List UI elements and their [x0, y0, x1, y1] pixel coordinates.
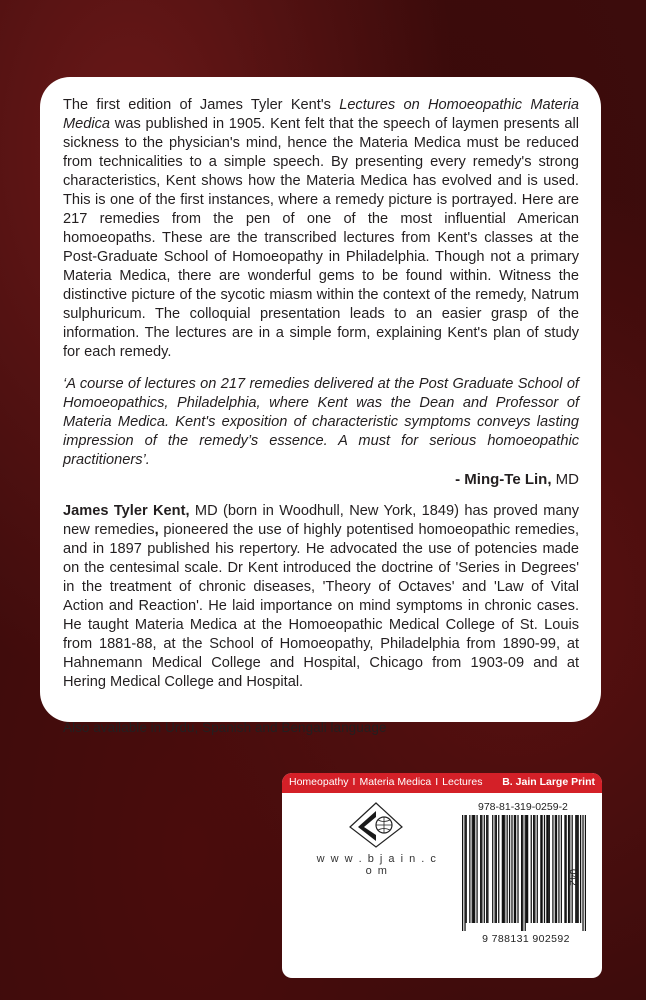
bio-text-b: pioneered the use of highly potentised homoeopathic remedies, and in 1897 published his repertory. He advocated the use of potencies made on the centesimal scale. Dr Kent introduced the doctrine of 'Series in Degrees' in the treatment of chronic diseases, 'Theory of Octaves' and 'Law of Vital Action and Reaction'. He laid importance on mind symptoms in chronic cases. He taught Materia Medica at the Homoeopathic Medical College of St. Louis from 1881-88, at the School of Homoeopathy, Philadelphia from 1890-99, at Hahnemann Medical College and Hospital, Chicago from 1903-09 and at Hering Medical College and Hospital.	[63, 522, 579, 690]
barcode-bar	[514, 815, 515, 923]
barcode-bar	[552, 815, 553, 923]
quote-credential: MD	[551, 471, 579, 488]
barcode-bar	[498, 815, 499, 923]
barcode-bar	[464, 815, 465, 931]
barcode-bar	[511, 815, 512, 923]
barcode-bar	[582, 815, 583, 931]
book-title-italic: Lectures on Homoeopathic Materia Medica	[63, 97, 579, 132]
category-materia-medica: Materia Medica	[359, 776, 432, 788]
barcode-bar	[525, 815, 526, 931]
barcode-bar	[527, 815, 528, 923]
barcode-bar	[480, 815, 481, 923]
barcode-bar	[555, 815, 556, 923]
barcode-bar	[487, 815, 488, 923]
barcode-bar	[469, 815, 470, 923]
barcode-bar	[561, 815, 562, 923]
bio-comma: ,	[154, 522, 159, 538]
barcode-bar	[484, 815, 485, 923]
barcode-bar	[492, 815, 493, 923]
barcode-bar	[474, 815, 475, 923]
barcode-bar	[564, 815, 565, 923]
category-list	[289, 776, 482, 788]
barcode-bar	[531, 815, 532, 923]
category-separator: I	[435, 776, 439, 788]
barcode-bar	[522, 815, 523, 931]
barcode-bar	[540, 815, 541, 923]
barcode-digits: 9 788131 902592	[482, 933, 570, 945]
barcode-bar	[486, 815, 487, 923]
description-body: was published in 1905. Kent felt that the speech of laymen presents all sickness to the physician's mind, hence the Materia Medica must be reduced from technicalities to a simple speech. By presenting every remedy's strong characteristics, Kent shows how the Materia Medica has evolved and is used. This is one of the first instances, where a remedy picture is portrayed. Here are 217 remedies from the pen of one of the most influential American homoeopaths. These are the transcribed lectures from Kent's classes at the Post-Graduate School of Homoeopathy in Philadelphia. Though not a primary Materia Medica, there are wonderful gems to be found within. Witness the distinctive picture of the sycotic miasm within the context of the remedy, Natrum sulphuricum. The colloquial presentation leads to an easier grasp of the information. The lectures are in a simple form, explaining Kent's plan of study for each remedy.	[63, 116, 579, 360]
barcode-bar	[547, 815, 548, 923]
barcode-bar	[556, 815, 557, 923]
quote-author: - Ming-Te Lin,	[455, 471, 552, 488]
barcode-bar	[558, 815, 559, 923]
barcode-bar	[580, 815, 581, 923]
barcode-bar	[534, 815, 535, 923]
description-paragraph	[63, 96, 579, 362]
barcode-bar	[585, 815, 586, 931]
barcode-bar	[537, 815, 538, 923]
barcode-bar	[533, 815, 534, 923]
barcode-bar	[466, 815, 467, 923]
barcode-bar	[517, 815, 518, 923]
category-separator: I	[352, 776, 356, 788]
barcode-bar	[544, 815, 545, 923]
category-strip	[282, 773, 602, 793]
price-code: 042	[567, 869, 578, 886]
barcode-bar	[504, 815, 505, 923]
description-intro: The first edition of James Tyler Kent's	[63, 97, 340, 113]
publisher-barcode-card	[282, 773, 602, 978]
barcode-bar	[526, 815, 527, 923]
barcode-bar	[515, 815, 516, 923]
barcode-bar	[473, 815, 474, 923]
bjain-logo-icon	[344, 801, 408, 849]
barcode-bar	[496, 815, 497, 923]
barcode-bar	[549, 815, 550, 923]
barcode-bar	[507, 815, 508, 923]
bio-text-a: MD (born in Woodhull, New York, 1849) has proved many new remedies	[63, 503, 579, 538]
author-bio	[63, 502, 579, 692]
barcode-bar	[503, 815, 504, 923]
large-print-label: B. Jain Large Print	[502, 776, 595, 788]
publisher-logo-block	[312, 801, 442, 941]
barcode-bar	[546, 815, 547, 923]
barcode-bar	[502, 815, 503, 923]
quote-attribution	[63, 470, 579, 489]
review-quote: ‘A course of lectures on 217 remedies delivered at the Post Graduate School of Homoeopathics, Philadelphia, where Kent was the Dean and Professor of Materia Medica. Kent's exposition of characteristic symptoms conveys lasting impression of the remedy’s essence. A must for serious homoeopathic practitioners’.	[63, 376, 579, 468]
barcode-bar	[541, 815, 542, 923]
barcode-bar	[521, 815, 522, 931]
author-name: James Tyler Kent,	[63, 503, 190, 519]
barcode-bar	[509, 815, 510, 923]
isbn-number: 978-81-319-0259-2	[478, 801, 568, 813]
barcode-bar	[481, 815, 482, 923]
category-lectures: Lectures	[442, 776, 483, 788]
back-cover-text-panel	[40, 77, 601, 735]
barcode-bar	[472, 815, 473, 923]
category-homeopathy: Homeopathy	[289, 776, 349, 788]
also-available-note: Also available in Urdu, Spanish and Bengali language	[63, 720, 387, 735]
publisher-website: w w w . b j a i n . c o m	[316, 853, 438, 877]
barcode-bar	[462, 815, 463, 931]
barcode-bar	[476, 815, 477, 923]
barcode-bar	[495, 815, 496, 923]
